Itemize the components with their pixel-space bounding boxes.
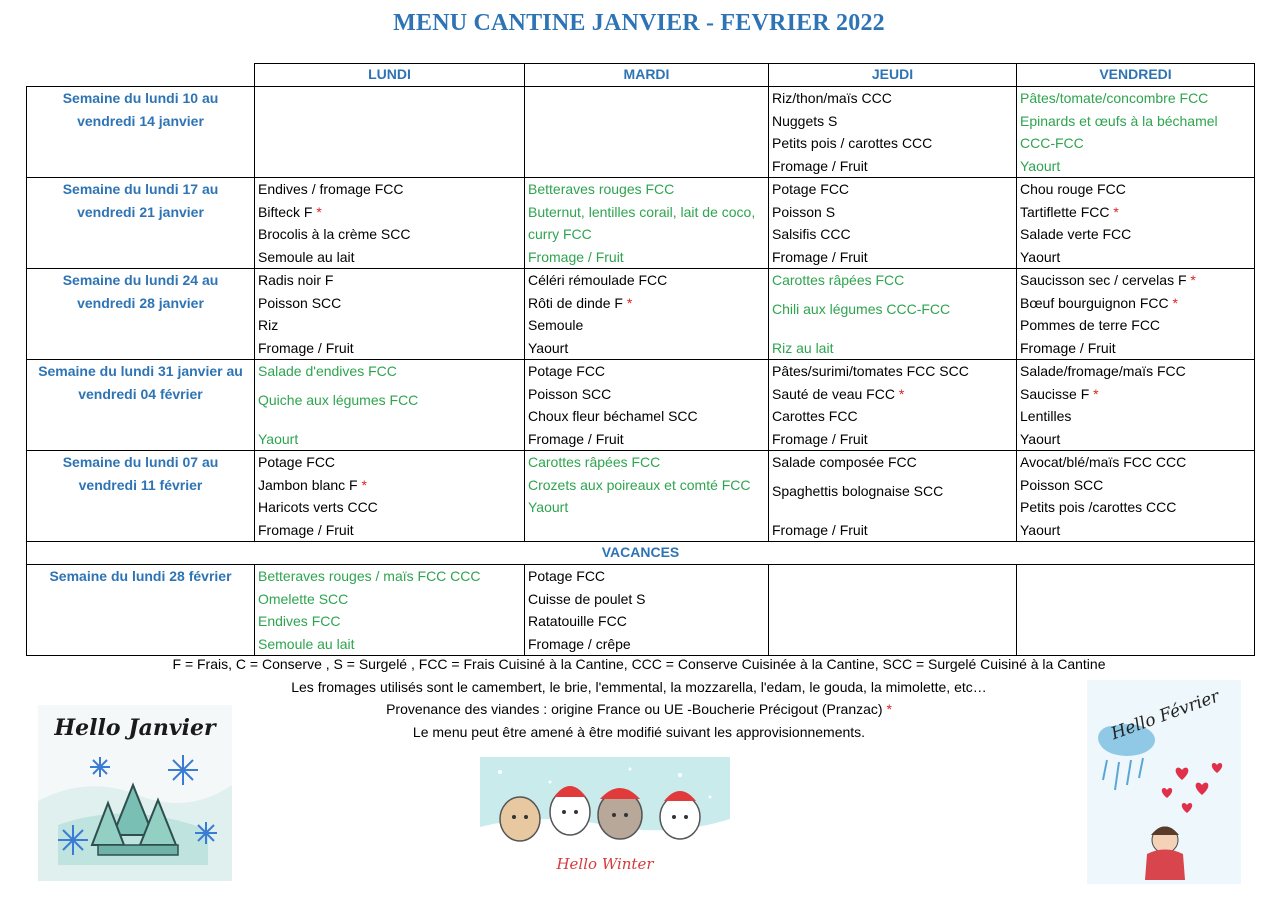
menu-item: Salade composée FCC <box>772 454 917 470</box>
star-mark: * <box>1172 294 1178 311</box>
menu-item: Fromage / Fruit <box>772 248 868 265</box>
menu-cell-mardi <box>525 178 769 269</box>
menu-cell-jeudi <box>769 269 1017 360</box>
menu-item: Yaourt <box>1020 521 1061 538</box>
menu-item: Sauté de veau FCC * <box>772 385 905 402</box>
menu-item: Crozets aux poireaux et comté FCC <box>528 476 751 493</box>
star-mark: * <box>1093 385 1099 402</box>
menu-item: Bœuf bourguignon FCC * <box>1020 294 1178 311</box>
week-row <box>27 565 1255 656</box>
week-label: Semaine du lundi 07 au vendredi 11 février <box>27 451 255 542</box>
menu-cell-vendredi <box>1017 178 1255 269</box>
week-label: Semaine du lundi 10 au vendredi 14 janvier <box>27 87 255 178</box>
menu-item: Spaghettis bolognaise SCC <box>772 482 944 499</box>
hello-winter-image <box>480 757 730 885</box>
menu-item: Chou rouge FCC <box>1020 181 1126 197</box>
menu-item: Haricots verts CCC <box>258 499 378 515</box>
week-row <box>27 451 1255 542</box>
menu-item: Petits pois /carottes CCC <box>1020 499 1177 515</box>
menu-item: Yaourt <box>1020 248 1061 265</box>
menu-item: Quiche aux légumes FCC <box>258 391 419 408</box>
menu-item: Fromage / Fruit <box>258 339 354 356</box>
menu-item: Choux fleur béchamel SCC <box>528 408 698 424</box>
menu-item: Buternut, lentilles corail, lait de coco, curry FCC <box>528 203 756 242</box>
hello-fevrier-image <box>1087 680 1241 884</box>
menu-item: Fromage / Fruit <box>258 521 354 538</box>
header-vendredi: VENDREDI <box>1017 64 1255 87</box>
header-row <box>27 64 1255 87</box>
menu-item: Omelette SCC <box>258 590 349 607</box>
menu-item: Fromage / Fruit <box>528 248 624 265</box>
menu-item: Carottes râpées FCC <box>772 272 905 288</box>
menu-cell-jeudi <box>769 178 1017 269</box>
star-mark: * <box>898 385 905 402</box>
menu-cell-vendredi <box>1017 451 1255 542</box>
header-lundi: LUNDI <box>255 64 525 87</box>
header-corner <box>27 64 255 87</box>
menu-item: Ratatouille FCC <box>528 613 627 629</box>
menu-item: Semoule <box>528 317 584 333</box>
menu-item: Salade d'endives FCC <box>258 363 397 379</box>
menu-cell-mardi <box>525 360 769 451</box>
menu-item: Salsifis CCC <box>772 226 851 242</box>
menu-item: Endives FCC <box>258 613 341 629</box>
menu-item: Rôti de dinde F * <box>528 294 633 311</box>
star-mark: * <box>1190 272 1196 288</box>
menu-item: Chili aux légumes CCC-FCC <box>772 300 951 317</box>
menu-cell-mardi <box>525 269 769 360</box>
menu-item: Riz au lait <box>772 339 834 356</box>
menu-cell-mardi <box>525 87 769 178</box>
week-label: Semaine du lundi 31 janvier au vendredi 04 février <box>27 360 255 451</box>
menu-item: Yaourt <box>528 499 569 515</box>
hello-winter-text: Hello Winter <box>556 855 654 873</box>
meat-origin-note: Provenance des viandes : origine France ou UE -Boucherie Précigout (Pranzac) * <box>386 701 892 717</box>
disclaimer-note: Le menu peut être amené à être modifié suivant les approvisionnements. <box>412 723 866 740</box>
menu-item: Endives / fromage FCC <box>258 181 404 197</box>
menu-item: Riz <box>258 317 279 333</box>
vacances-label: VACANCES <box>27 542 1255 565</box>
menu-item: Radis noir F <box>258 272 334 288</box>
menu-cell-vendredi <box>1017 360 1255 451</box>
menu-cell-lundi <box>255 269 525 360</box>
menu-item: Avocat/blé/maïs FCC CCC <box>1020 454 1187 470</box>
menu-item: Pâtes/surimi/tomates FCC SCC <box>772 363 969 379</box>
week-row <box>27 178 1255 269</box>
vacances-row <box>27 542 1255 565</box>
menu-item: Poisson S <box>772 203 836 220</box>
menu-item: Lentilles <box>1020 408 1072 424</box>
menu-item: Fromage / Fruit <box>772 521 868 538</box>
menu-cell-lundi <box>255 565 525 656</box>
menu-item: CCC-FCC <box>1020 135 1084 151</box>
header-jeudi: JEUDI <box>769 64 1017 87</box>
cheeses-note: Les fromages utilisés sont le camembert, le brie, l'emmental, la mozzarella, l'edam, le gouda, la mimolette, etc… <box>291 678 987 695</box>
menu-cell-vendredi <box>1017 269 1255 360</box>
menu-cell-vendredi <box>1017 565 1255 656</box>
star-mark: * <box>626 294 633 311</box>
menu-cell-jeudi <box>769 360 1017 451</box>
menu-item: Saucisse F * <box>1020 385 1099 402</box>
page-title: MENU CANTINE JANVIER - FEVRIER 2022 <box>393 10 885 36</box>
menu-item: Yaourt <box>258 430 299 447</box>
menu-item: Poisson SCC <box>258 294 342 311</box>
menu-cell-jeudi <box>769 565 1017 656</box>
menu-item: Salade/fromage/maïs FCC <box>1020 363 1186 379</box>
week-row <box>27 360 1255 451</box>
menu-cell-jeudi <box>769 87 1017 178</box>
menu-item: Fromage / Fruit <box>528 430 624 447</box>
menu-item: Fromage / Fruit <box>1020 339 1116 356</box>
menu-table <box>26 63 1255 656</box>
menu-item: Bifteck F * <box>258 203 322 220</box>
menu-item: Céléri rémoulade FCC <box>528 272 668 288</box>
menu-item: Fromage / Fruit <box>772 430 868 447</box>
menu-item: Semoule au lait <box>258 635 355 652</box>
menu-item: Tartiflette FCC * <box>1020 203 1119 220</box>
menu-cell-lundi <box>255 178 525 269</box>
menu-item: Carottes FCC <box>772 408 858 424</box>
week-row <box>27 87 1255 178</box>
menu-item: Poisson SCC <box>528 385 612 402</box>
menu-item: Saucisson sec / cervelas F * <box>1020 272 1196 288</box>
menu-item: Epinards et œufs à la béchamel <box>1020 112 1218 129</box>
menu-item: Yaourt <box>1020 430 1061 447</box>
menu-item: Pâtes/tomate/concombre FCC <box>1020 90 1209 106</box>
menu-item: Semoule au lait <box>258 248 355 265</box>
menu-item: Betteraves rouges / maïs FCC CCC <box>258 568 481 584</box>
menu-cell-lundi <box>255 87 525 178</box>
week-label: Semaine du lundi 28 février <box>27 565 255 656</box>
menu-item: Fromage / Fruit <box>772 157 868 174</box>
menu-item: Fromage / crêpe <box>528 635 631 652</box>
menu-item: Riz/thon/maïs CCC <box>772 90 892 106</box>
menu-item: Yaourt <box>528 339 569 356</box>
menu-item: Poisson SCC <box>1020 476 1104 493</box>
menu-cell-lundi <box>255 360 525 451</box>
menu-item: Jambon blanc F * <box>258 476 367 493</box>
menu-item: Carottes râpées FCC <box>528 454 661 470</box>
menu-item: Salade verte FCC <box>1020 226 1132 242</box>
menu-item: Betteraves rouges FCC <box>528 181 675 197</box>
menu-item: Potage FCC <box>528 568 606 584</box>
menu-cell-lundi <box>255 451 525 542</box>
menu-cell-jeudi <box>769 451 1017 542</box>
hello-janvier-text: Hello Janvier <box>54 715 216 741</box>
legend-note: F = Frais, C = Conserve , S = Surgelé , FCC = Frais Cuisiné à la Cantine, CCC = Conserve Cuisinée à la Cantine, SCC = Surgelé Cuisiné à la Cantine <box>172 656 1106 672</box>
menu-cell-mardi <box>525 451 769 542</box>
menu-item: Yaourt <box>1020 157 1061 174</box>
menu-item: Potage FCC <box>528 363 606 379</box>
menu-item: Cuisse de poulet S <box>528 590 646 607</box>
menu-item: Petits pois / carottes CCC <box>772 135 933 151</box>
menu-item: Potage FCC <box>258 454 336 470</box>
star-mark: * <box>1113 203 1119 220</box>
hello-janvier-image <box>38 705 232 881</box>
week-label: Semaine du lundi 17 au vendredi 21 janvier <box>27 178 255 269</box>
star-mark: * <box>361 476 367 493</box>
menu-item: Nuggets S <box>772 112 838 129</box>
star-mark: * <box>316 203 322 220</box>
star-mark: * <box>886 701 892 717</box>
menu-item: Potage FCC <box>772 181 850 197</box>
menu-item: Pommes de terre FCC <box>1020 317 1161 333</box>
menu-cell-mardi <box>525 565 769 656</box>
week-label: Semaine du lundi 24 au vendredi 28 janvier <box>27 269 255 360</box>
hello-fevrier-text: Hello Février <box>1108 686 1223 745</box>
menu-cell-vendredi <box>1017 87 1255 178</box>
week-row <box>27 269 1255 360</box>
menu-item: Brocolis à la crème SCC <box>258 226 411 242</box>
header-mardi: MARDI <box>525 64 769 87</box>
